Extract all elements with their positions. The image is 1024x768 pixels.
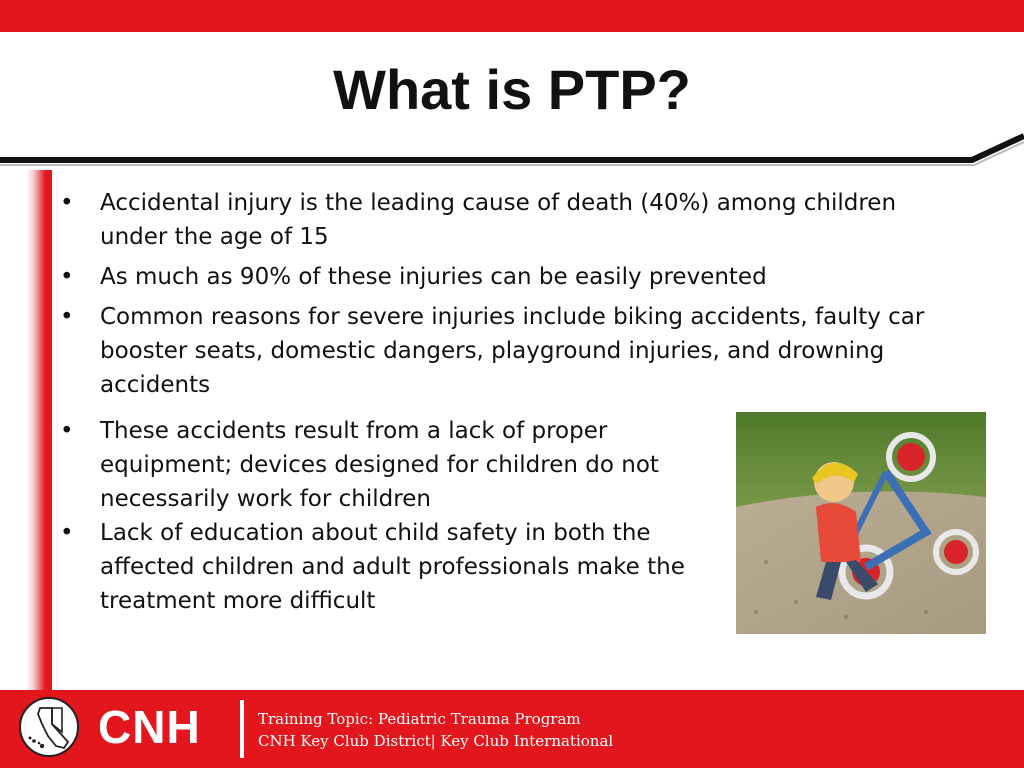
footer-training-topic: Training Topic: Pediatric Trauma Program: [258, 710, 581, 728]
child-bike-accident-photo: [736, 412, 986, 634]
bullet-text: As much as 90% of these injuries can be easily prevented: [100, 264, 767, 290]
bullet-marker: •: [60, 190, 74, 216]
bullet-text: Lack of education about child safety in both the affected children and adult professionals make the treatment more difficult: [100, 520, 685, 614]
slide-title: What is PTP?: [333, 58, 691, 121]
bullet-item: [58, 516, 740, 618]
footer-divider: [240, 700, 244, 758]
left-red-stripe: [26, 170, 52, 690]
california-nevada-hawaii-map-logo: [18, 696, 80, 758]
bullet-item: [58, 300, 960, 402]
bullet-marker: •: [60, 304, 74, 330]
cnh-brand: CNH: [98, 701, 201, 753]
bullet-text: Common reasons for severe injuries include biking accidents, faulty car booster seats, domestic dangers, playground injuries, and drowning accidents: [100, 304, 925, 398]
bullet-marker: •: [60, 520, 74, 546]
bullet-marker: •: [60, 418, 74, 444]
bullet-text: Accidental injury is the leading cause of death (40%) among children under the age of 15: [100, 190, 897, 250]
bullet-item: [58, 186, 960, 254]
bullet-item: [58, 414, 740, 516]
bullet-item: [58, 260, 958, 294]
footer-caption: [258, 708, 613, 752]
footer-bar: [0, 690, 1024, 768]
bullet-text: These accidents result from a lack of proper equipment; devices designed for children do not necessarily work for children: [100, 418, 659, 512]
bullet-marker: •: [60, 264, 74, 290]
footer-district: CNH Key Club District| Key Club International: [258, 732, 614, 750]
top-red-bar: [0, 0, 1024, 32]
